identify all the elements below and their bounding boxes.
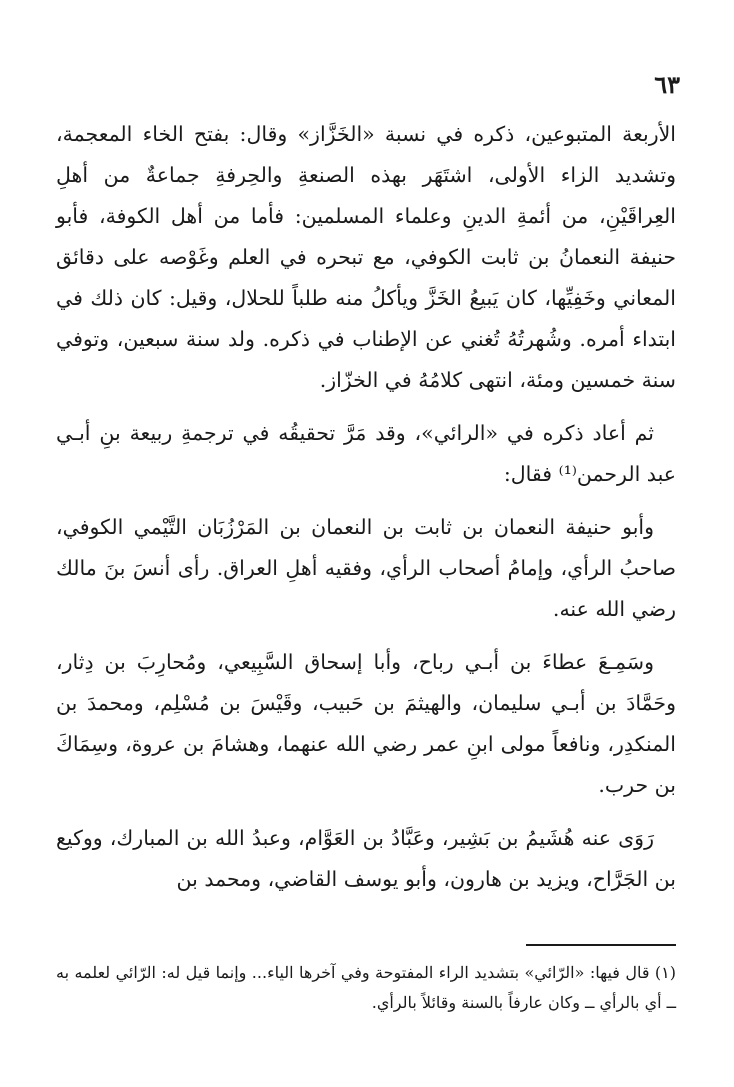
page-number: ٦٣ [654, 70, 680, 99]
footnotes [56, 958, 676, 1018]
paragraph-2: ثم أعاد ذكره في «الرائي»، وقد مَرَّ تحقيقُه في ترجمةِ ربيعة بنِ أبـي عبد الرحمن⁽¹⁾ فقال: [56, 421, 676, 486]
footnote-1: (١) قال فيها: «الرّائي» بتشديد الراء المفتوحة وفي آخرها الياء... وإنما قيل له: الرّائي لعلمه به ــ أي بالرأي ــ وكان عارفاً بالسنة وقائلاً بالرأي. [56, 963, 676, 1012]
footnote-divider [526, 944, 676, 946]
paragraph-5: رَوَى عنه هُشَيمُ بن بَشِير، وعَبَّادُ بن العَوَّام، وعبدُ الله بن المبارك، ووكيع بن الجَرَّاح، ويزيد بن هارون، وأبو يوسف القاضي، ومحمد بن [56, 826, 676, 891]
paragraph-3: وأبو حنيفة النعمان بن ثابت بن النعمان بن المَرْزُبَان التَّيْمي الكوفي، صاحبُ الرأي، وإمامُ أصحاب الرأي، وفقيه أهلِ العراق. رأى أنسَ بنَ مالك رضي الله عنه. [56, 515, 676, 621]
paragraph-1: الأربعة المتبوعين، ذكره في نسبة «الخَزَّاز» وقال: بفتح الخاء المعجمة، وتشديد الزاء الأولى، اشتَهَر بهذه الصنعةِ والحِرفةِ جماعةٌ من أهلِ العِراقَيْنِ، من أئمةِ الدينِ وعلماء المسلمين: فأما من أهل الكوفة، فأبو حنيفة النعمانُ بن ثابت الكوفي، مع تبحره في العلم وغَوْصه على دقائق المعاني وخَفِيِّها، كان يَبيعُ الخَزَّ ويأكلُ منه طلباً للحلال، وقيل: كان ذلك في ابتداء أمره. وشُهرتُهُ تُغني عن الإطناب في ذكره. ولد سنة سبعين، وتوفي سنة خمسين ومئة، انتهى كلامُهُ في الخزّاز. [56, 122, 676, 392]
main-text [56, 114, 676, 900]
paragraph-4: وسَمِـعَ عطاءَ بن أبـي رباح، وأبا إسحاق السَّبِيعي، ومُحارِبَ بن دِثار، وحَمَّادَ بن أبـي سليمان، والهيثمَ بن حَبيب، وقَيْسَ بن مُسْلِم، ومحمدَ بن المنكدِر، ونافعاً مولى ابنِ عمر رضي الله عنهما، وهشامَ بن عروة، وسِمَاكَ بن حرب. [56, 650, 676, 797]
